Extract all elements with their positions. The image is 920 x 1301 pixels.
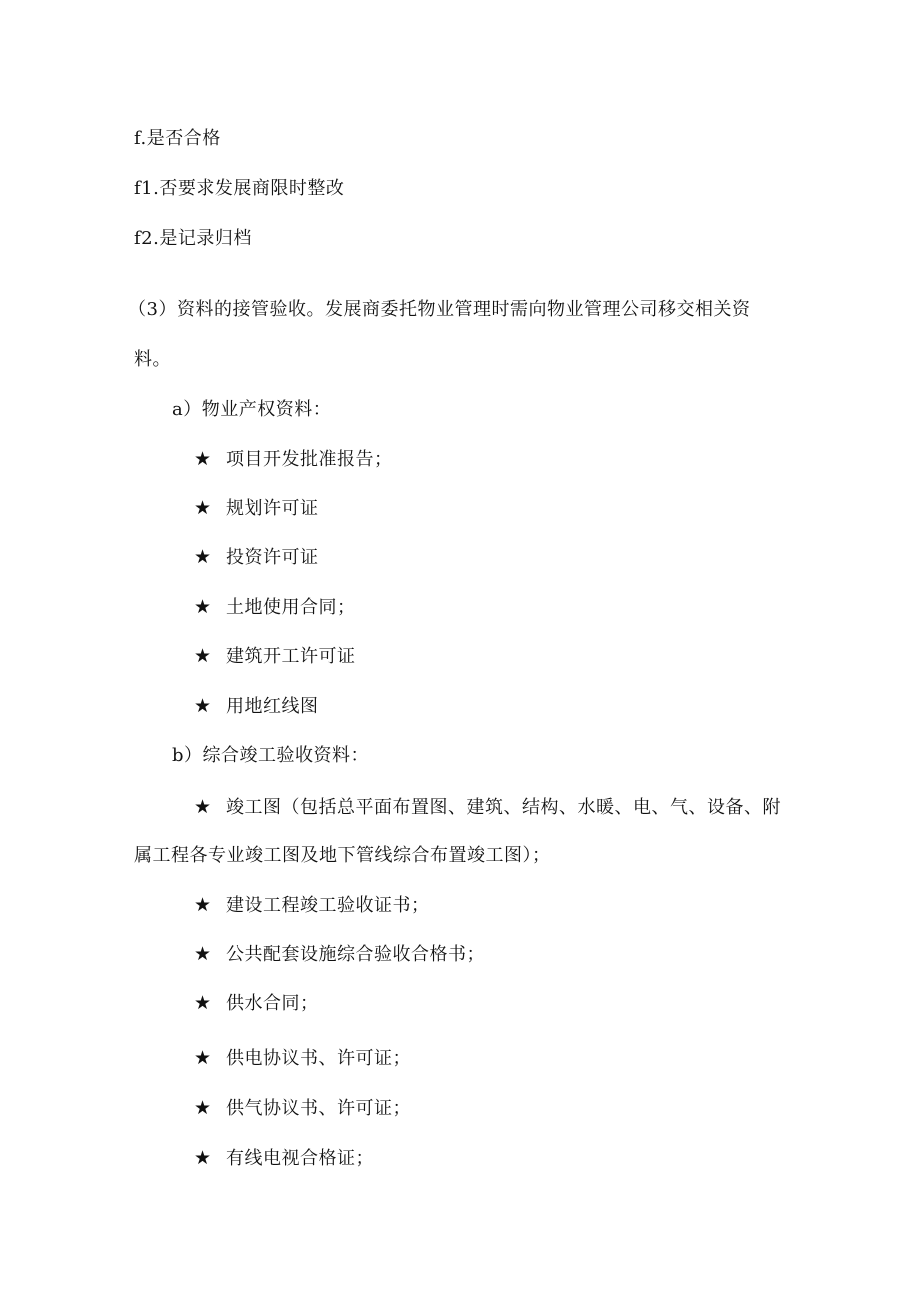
- section-b-heading: b）综合竣工验收资料：: [172, 745, 370, 766]
- list-item-b-0-continuation: 属工程各专业竣工图及地下管线综合布置竣工图）；: [134, 845, 551, 866]
- star-icon: ★: [194, 796, 212, 818]
- star-icon: ★: [194, 1097, 212, 1119]
- list-item-a-0: ★ 项目开发批准报告；: [194, 448, 393, 470]
- star-icon: ★: [194, 596, 212, 618]
- star-icon: ★: [194, 1147, 212, 1169]
- paragraph-3-line-2: 料。: [134, 349, 171, 370]
- star-icon: ★: [194, 943, 212, 965]
- list-item-b-3: ★ 供水合同；: [194, 992, 319, 1014]
- star-icon: ★: [194, 695, 212, 717]
- list-item-b-0: ★ 竣工图（包括总平面布置图、建筑、结构、水暖、电、气、设备、附: [194, 796, 781, 818]
- star-icon: ★: [194, 992, 212, 1014]
- item-f: f.是否合格: [134, 128, 221, 149]
- list-item-a-5: ★ 用地红线图: [194, 695, 319, 717]
- list-item-b-2: ★ 公共配套设施综合验收合格书；: [194, 943, 485, 965]
- section-a-heading: a）物业产权资料：: [172, 399, 332, 420]
- list-item-b-4: ★ 供电协议书、许可证；: [194, 1047, 411, 1069]
- star-icon: ★: [194, 546, 212, 568]
- star-icon: ★: [194, 645, 212, 667]
- paragraph-3-line-1: （3）资料的接管验收。发展商委托物业管理时需向物业管理公司移交相关资: [128, 299, 751, 320]
- list-item-a-4: ★ 建筑开工许可证: [194, 645, 356, 667]
- star-icon: ★: [194, 497, 212, 519]
- list-item-a-2: ★ 投资许可证: [194, 546, 319, 568]
- star-icon: ★: [194, 894, 212, 916]
- list-item-b-1: ★ 建设工程竣工验收证书；: [194, 894, 430, 916]
- list-item-a-1: ★ 规划许可证: [194, 497, 319, 519]
- star-icon: ★: [194, 1047, 212, 1069]
- list-item-b-5: ★ 供气协议书、许可证；: [194, 1097, 411, 1119]
- star-icon: ★: [194, 448, 212, 470]
- item-f1: f1.否要求发展商限时整改: [134, 178, 345, 199]
- list-item-b-6: ★ 有线电视合格证；: [194, 1147, 374, 1169]
- list-item-a-3: ★ 土地使用合同；: [194, 596, 356, 618]
- item-f2: f2.是记录归档: [134, 228, 252, 249]
